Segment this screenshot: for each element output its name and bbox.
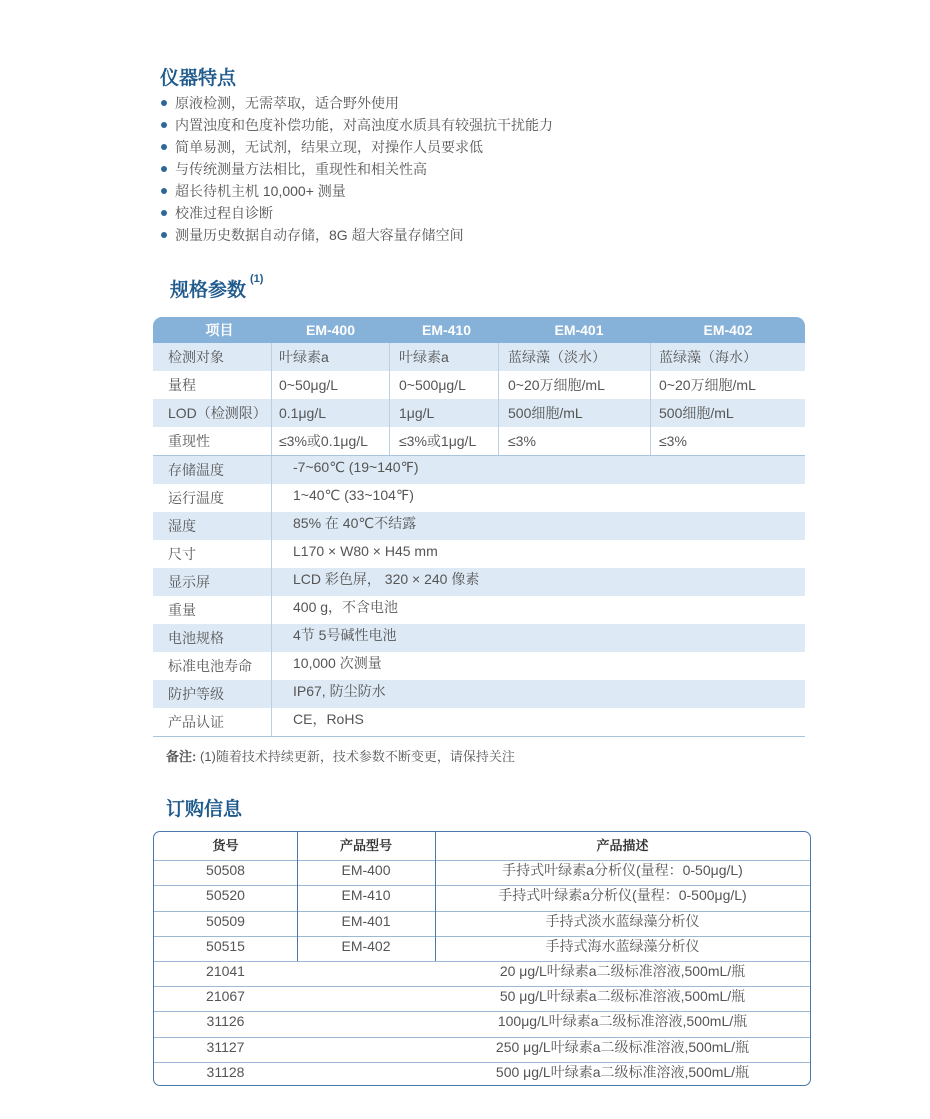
spec-value: ≤3%或1μg/L: [399, 433, 477, 449]
spec-header-cell: EM-401: [554, 322, 604, 338]
spec-label: 重量: [168, 602, 196, 618]
feature-item: 校准过程自诊断: [160, 202, 553, 224]
column-divider: [271, 343, 272, 371]
order-cell: [297, 959, 435, 984]
column-divider: [389, 343, 390, 371]
column-divider: [271, 371, 272, 399]
order-cell: EM-400: [341, 862, 391, 879]
spec-label: 检测对象: [168, 349, 224, 365]
row-divider: [154, 885, 810, 886]
column-divider: [650, 399, 651, 427]
order-header-cell: 产品型号: [339, 838, 392, 853]
spec-row: [153, 680, 805, 708]
order-header-cell: 产品描述: [596, 838, 649, 853]
row-divider: [154, 936, 810, 937]
row-divider: [154, 1037, 810, 1038]
spec-label: LOD（检测限）: [168, 405, 267, 421]
spec-label: 电池规格: [168, 630, 224, 646]
order-cell: EM-402: [341, 937, 391, 954]
spec-row: [153, 568, 805, 596]
spec-row: [153, 512, 805, 540]
column-divider: [498, 427, 499, 455]
spec-label: 防护等级: [168, 686, 224, 702]
column-divider: [650, 371, 651, 399]
spec-value: 500细胞/mL: [508, 405, 583, 421]
spec-header-cell: 项目: [205, 322, 234, 338]
order-cell: 20 μg/L叶绿素a二级标准溶液,500mL/瓶: [499, 963, 746, 979]
order-cell: 手持式海水蓝绿藻分析仪: [545, 937, 700, 954]
order-cell: 500 μg/L叶绿素a二级标准溶液,500mL/瓶: [495, 1063, 750, 1080]
feature-item: 与传统测量方法相比，重现性和相关性高: [160, 158, 553, 180]
spec-row: [153, 596, 805, 624]
column-divider: [271, 596, 272, 624]
features-title: 仪器特点: [160, 68, 237, 89]
order-cell: [297, 984, 435, 1009]
column-divider: [271, 456, 272, 484]
spec-value: 蓝绿藻（淡水）: [508, 349, 606, 365]
spec-table-header: [153, 317, 805, 343]
spec-label: 运行温度: [168, 490, 224, 506]
spec-value: ≤3%: [659, 433, 687, 449]
row-divider: [154, 860, 810, 861]
column-divider: [389, 371, 390, 399]
spec-row: [153, 399, 805, 427]
spec-label: 重现性: [168, 433, 210, 449]
spec-label: 尺寸: [168, 546, 196, 562]
order-title: 订购信息: [166, 799, 243, 820]
order-cell: 50520: [206, 887, 245, 904]
spec-value: -7~60℃ (19~140℉): [293, 459, 419, 475]
order-cell: 50509: [206, 912, 245, 929]
spec-value: L170 × W80 × H45 mm: [293, 543, 438, 559]
feature-item: 简单易测，无试剂，结果立现，对操作人员要求低: [160, 136, 553, 158]
spec-value: 叶绿素a: [399, 349, 449, 365]
spec-header-cell: EM-410: [421, 322, 472, 338]
bullet-icon: [161, 166, 167, 172]
bullet-icon: [161, 144, 167, 150]
column-divider: [271, 399, 272, 427]
spec-table: [153, 317, 805, 737]
order-cell: 21067: [206, 988, 245, 1005]
order-cell: 手持式叶绿素a分析仪(量程：0-500μg/L): [498, 887, 747, 904]
spec-value: ≤3%: [508, 433, 536, 449]
order-cell: 31127: [206, 1038, 245, 1055]
spec-value: IP67, 防尘防水: [293, 683, 386, 699]
spec-row: [153, 484, 805, 512]
table-row: [154, 1035, 810, 1060]
spec-value: 500细胞/mL: [659, 405, 734, 421]
column-divider: [498, 399, 499, 427]
spec-row: [153, 708, 805, 736]
order-header-row: [154, 833, 810, 858]
spec-value: CE，RoHS: [293, 711, 364, 727]
column-divider: [271, 568, 272, 596]
column-divider: [271, 624, 272, 652]
row-divider: [154, 961, 810, 962]
row-divider: [154, 986, 810, 987]
order-header-cell: 货号: [212, 838, 239, 853]
table-row: [154, 858, 810, 883]
feature-item: 测量历史数据自动存储，8G 超大容量存储空间: [160, 224, 553, 246]
table-row: [154, 1060, 810, 1085]
spec-value: ≤3%或0.1μg/L: [279, 433, 368, 449]
spec-label: 标准电池寿命: [168, 658, 252, 674]
bullet-icon: [161, 210, 167, 216]
column-divider: [650, 427, 651, 455]
row-divider: [154, 1062, 810, 1063]
order-cell: 21041: [206, 963, 245, 979]
spec-note: 备注: (1)随着技术持续更新，技术参数不断变更，请保持关注: [166, 749, 515, 764]
order-cell: 手持式淡水蓝绿藻分析仪: [545, 912, 700, 929]
spec-row: [153, 540, 805, 568]
spec-value: 4节 5号碱性电池: [293, 627, 397, 643]
row-divider: [154, 911, 810, 912]
order-cell: EM-401: [341, 912, 391, 929]
column-divider: [271, 512, 272, 540]
column-divider: [498, 371, 499, 399]
spec-value: 0~20万细胞/mL: [659, 377, 756, 393]
table-row: [154, 909, 810, 934]
column-divider: [271, 708, 272, 736]
spec-value: 1μg/L: [399, 405, 435, 421]
order-cell: 手持式叶绿素a分析仪(量程：0-50μg/L): [502, 862, 743, 879]
spec-value: 0~50μg/L: [279, 377, 339, 393]
order-cell: EM-410: [341, 887, 391, 904]
spec-row: [153, 343, 805, 371]
spec-value: 蓝绿藻（海水）: [659, 349, 757, 365]
order-cell: 50508: [206, 862, 245, 879]
order-cell: [297, 1060, 435, 1085]
spec-value: 叶绿素a: [279, 349, 329, 365]
spec-value: 85% 在 40℃不结露: [293, 515, 417, 531]
spec-row: [153, 652, 805, 680]
spec-label: 显示屏: [168, 574, 210, 590]
column-divider: [435, 832, 436, 961]
feature-item: 原液检测，无需萃取，适合野外使用: [160, 92, 553, 114]
spec-value: 400 g，不含电池: [293, 599, 399, 615]
spec-row: [153, 624, 805, 652]
spec-header-cell: EM-402: [703, 322, 753, 338]
column-divider: [271, 540, 272, 568]
column-divider: [271, 427, 272, 455]
spec-value: 10,000 次测量: [293, 655, 382, 671]
column-divider: [271, 680, 272, 708]
feature-item: 内置浊度和色度补偿功能，对高浊度水质具有较强抗干扰能力: [160, 114, 553, 136]
spec-value: 0~500μg/L: [399, 377, 466, 393]
spec-label: 存储温度: [168, 462, 224, 478]
spec-row: [153, 456, 805, 484]
spec-label: 湿度: [168, 518, 196, 534]
column-divider: [389, 427, 390, 455]
column-divider: [271, 652, 272, 680]
bullet-icon: [161, 232, 167, 238]
column-divider: [389, 399, 390, 427]
spec-value: LCD 彩色屏， 320 × 240 像素: [293, 571, 480, 587]
row-divider: [154, 1011, 810, 1012]
column-divider: [271, 484, 272, 512]
column-divider: [650, 343, 651, 371]
table-row: [154, 959, 810, 984]
spec-row: [153, 371, 805, 399]
order-cell: [297, 1009, 435, 1034]
order-cell: 31128: [206, 1063, 245, 1080]
bullet-icon: [161, 188, 167, 194]
order-cell: 100μg/L叶绿素a二级标准溶液,500mL/瓶: [497, 1013, 748, 1030]
bullet-icon: [161, 100, 167, 106]
table-row: [154, 934, 810, 959]
table-row: [154, 1009, 810, 1034]
table-row: [154, 984, 810, 1009]
spec-row: [153, 427, 805, 455]
specs-title: 规格参数$^{(1)}$: [170, 273, 264, 301]
divider: [153, 736, 805, 737]
spec-value: 0.1μg/L: [279, 405, 326, 421]
spec-header-cell: EM-400: [305, 322, 356, 338]
order-cell: 31126: [206, 1013, 245, 1030]
spec-value: 0~20万细胞/mL: [508, 377, 605, 393]
order-cell: [297, 1035, 435, 1060]
spec-value: 1~40℃ (33~104℉): [293, 487, 414, 503]
feature-item: 超长待机主机 10,000+ 测量: [160, 180, 553, 202]
order-table: [153, 831, 811, 1086]
features-list: [160, 92, 553, 246]
specs-footnote-mark: (1): [250, 273, 264, 285]
order-cell: 250 μg/L叶绿素a二级标准溶液,500mL/瓶: [495, 1038, 750, 1055]
column-divider: [498, 343, 499, 371]
order-cell: 50 μg/L叶绿素a二级标准溶液,500mL/瓶: [499, 988, 746, 1005]
column-divider: [297, 832, 298, 961]
bullet-icon: [161, 122, 167, 128]
spec-label: 量程: [168, 377, 196, 393]
order-cell: 50515: [206, 937, 245, 954]
spec-label: 产品认证: [168, 714, 224, 730]
table-row: [154, 883, 810, 908]
